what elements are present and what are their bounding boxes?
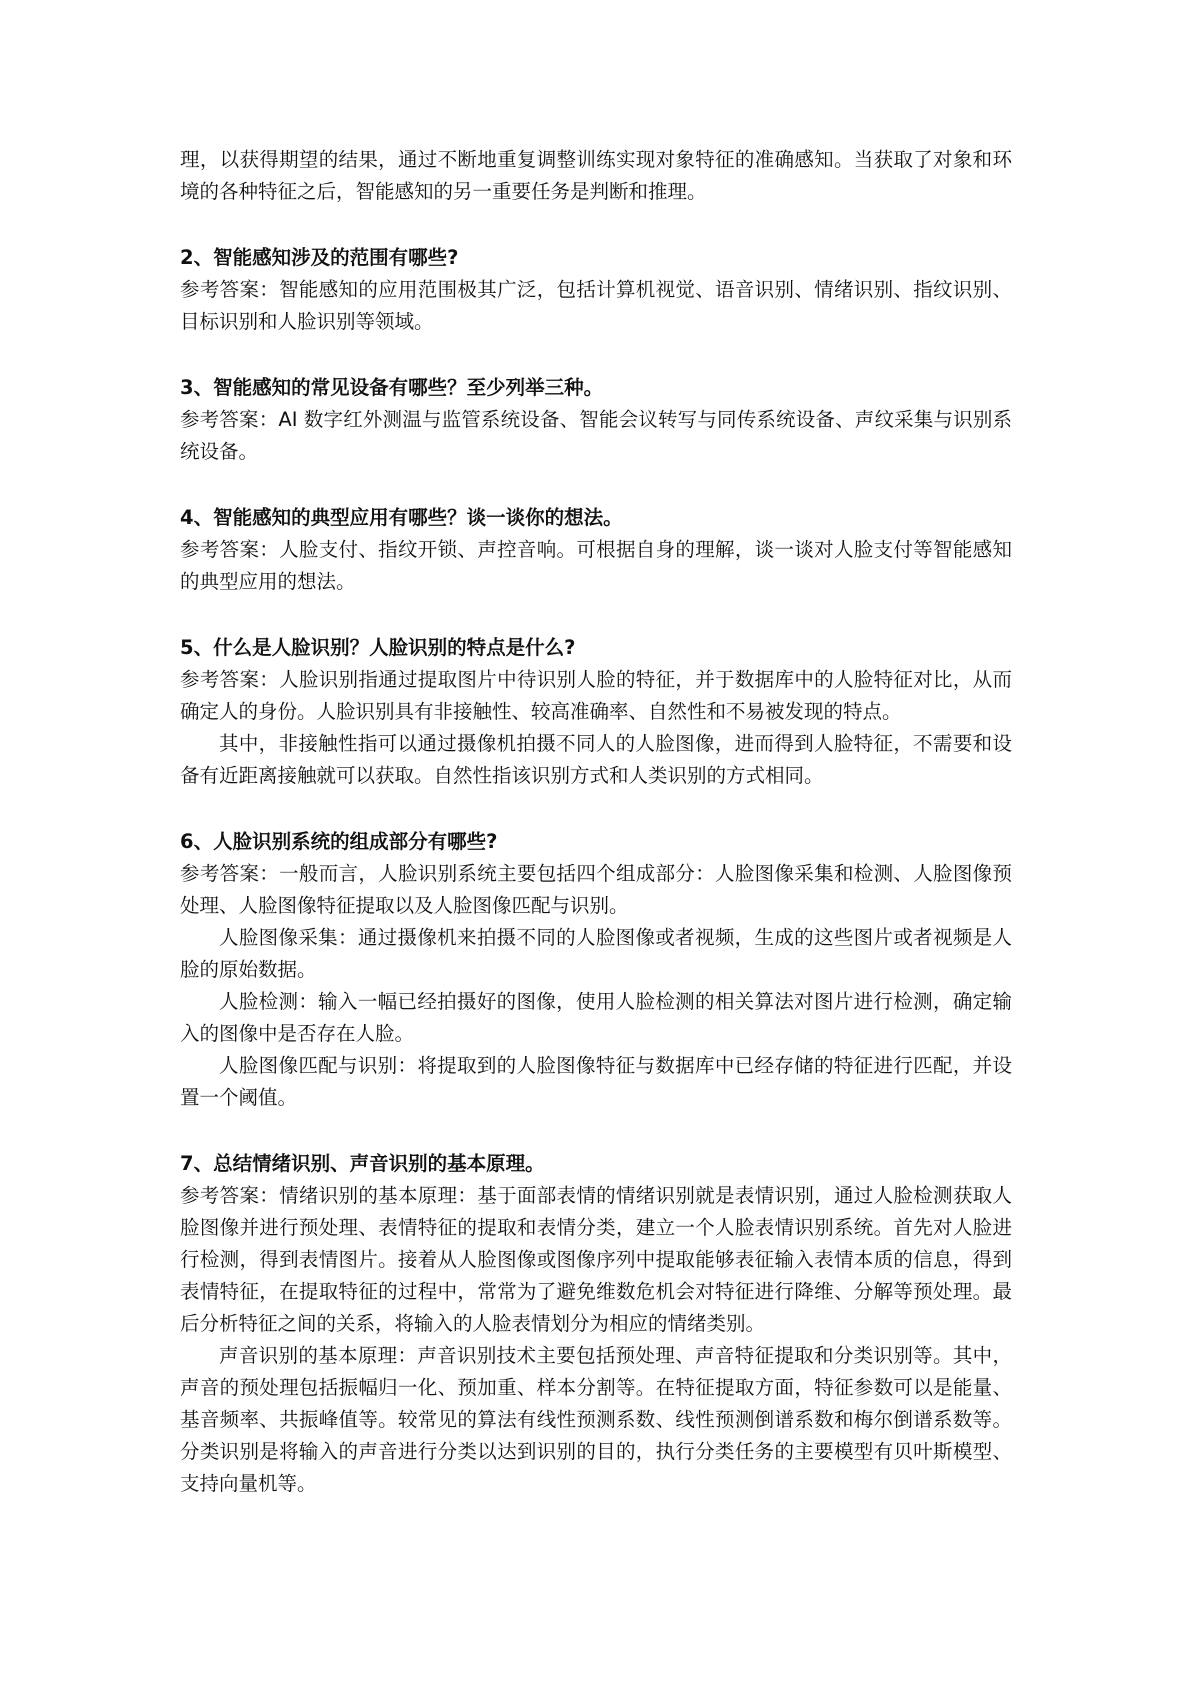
answer-paragraph: 参考答案：一般而言，人脸识别系统主要包括四个组成部分：人脸图像采集和检测、人脸图像预处理、人脸图像特征提取以及人脸图像匹配与识别。 — [180, 862, 1012, 917]
qa-section-5 — [180, 632, 1012, 792]
answer-paragraph: 声音识别的基本原理：声音识别技术主要包括预处理、声音特征提取和分类识别等。其中，声音的预处理包括振幅归一化、预加重、样本分割等。在特征提取方面，特征参数可以是能量、基音频率、共振峰值等。较常见的算法有线性预测系数、线性预测倒谱系数和梅尔倒谱系数等。分类识别是将输入的声音进行分类以达到识别的目的，执行分类任务的主要模型有贝叶斯模型、支持向量机等。 — [180, 1344, 1012, 1495]
answer-paragraph: 参考答案：智能感知的应用范围极其广泛，包括计算机视觉、语音识别、情绪识别、指纹识别、目标识别和人脸识别等领域。 — [180, 278, 1012, 333]
qa-section-6 — [180, 826, 1012, 1114]
answer-paragraph: 人脸图像采集：通过摄像机来拍摄不同的人脸图像或者视频，生成的这些图片或者视频是人脸的原始数据。 — [180, 926, 1012, 981]
question-heading: 5、什么是人脸识别？人脸识别的特点是什么? — [180, 636, 576, 659]
qa-section-2 — [180, 242, 1012, 338]
qa-section-4 — [180, 502, 1012, 598]
question-heading: 6、人脸识别系统的组成部分有哪些? — [180, 830, 498, 853]
question-heading: 7、总结情绪识别、声音识别的基本原理。 — [180, 1152, 545, 1175]
answer-paragraph: 人脸图像匹配与识别：将提取到的人脸图像特征与数据库中已经存储的特征进行匹配，并设置一个阈值。 — [180, 1054, 1012, 1109]
answer-paragraph: 参考答案：人脸支付、指纹开锁、声控音响。可根据自身的理解，谈一谈对人脸支付等智能感知的典型应用的想法。 — [180, 538, 1012, 593]
answer-paragraph: 其中，非接触性指可以通过摄像机拍摄不同人的人脸图像，进而得到人脸特征，不需要和设备有近距离接触就可以获取。自然性指该识别方式和人类识别的方式相同。 — [180, 732, 1012, 787]
question-heading: 2、智能感知涉及的范围有哪些? — [180, 246, 459, 269]
answer-paragraph: 参考答案：情绪识别的基本原理：基于面部表情的情绪识别就是表情识别，通过人脸检测获取人脸图像并进行预处理、表情特征的提取和表情分类，建立一个人脸表情识别系统。首先对人脸进行检测，得到表情图片。接着从人脸图像或图像序列中提取能够表征输入表情本质的信息，得到表情特征，在提取特征的过程中，常常为了避免维数危机会对特征进行降维、分解等预处理。最后分析特征之间的关系，将输入的人脸表情划分为相应的情绪类别。 — [180, 1184, 1012, 1335]
qa-section-7 — [180, 1148, 1012, 1500]
answer-paragraph: 参考答案：AI 数字红外测温与监管系统设备、智能会议转写与同传系统设备、声纹采集与识别系统设备。 — [180, 408, 1012, 463]
document-page — [180, 144, 1012, 1500]
question-heading: 3、智能感知的常见设备有哪些？至少列举三种。 — [180, 376, 604, 399]
answer-paragraph: 参考答案：人脸识别指通过提取图片中待识别人脸的特征，并于数据库中的人脸特征对比，从而确定人的身份。人脸识别具有非接触性、较高准确率、自然性和不易被发现的特点。 — [180, 668, 1012, 723]
qa-section-3 — [180, 372, 1012, 468]
question-heading: 4、智能感知的典型应用有哪些？谈一谈你的想法。 — [180, 506, 623, 529]
answer-paragraph: 人脸检测：输入一幅已经拍摄好的图像，使用人脸检测的相关算法对图片进行检测，确定输入的图像中是否存在人脸。 — [180, 990, 1012, 1045]
intro-paragraph: 理，以获得期望的结果，通过不断地重复调整训练实现对象特征的准确感知。当获取了对象和环境的各种特征之后，智能感知的另一重要任务是判断和推理。 — [180, 148, 1012, 203]
